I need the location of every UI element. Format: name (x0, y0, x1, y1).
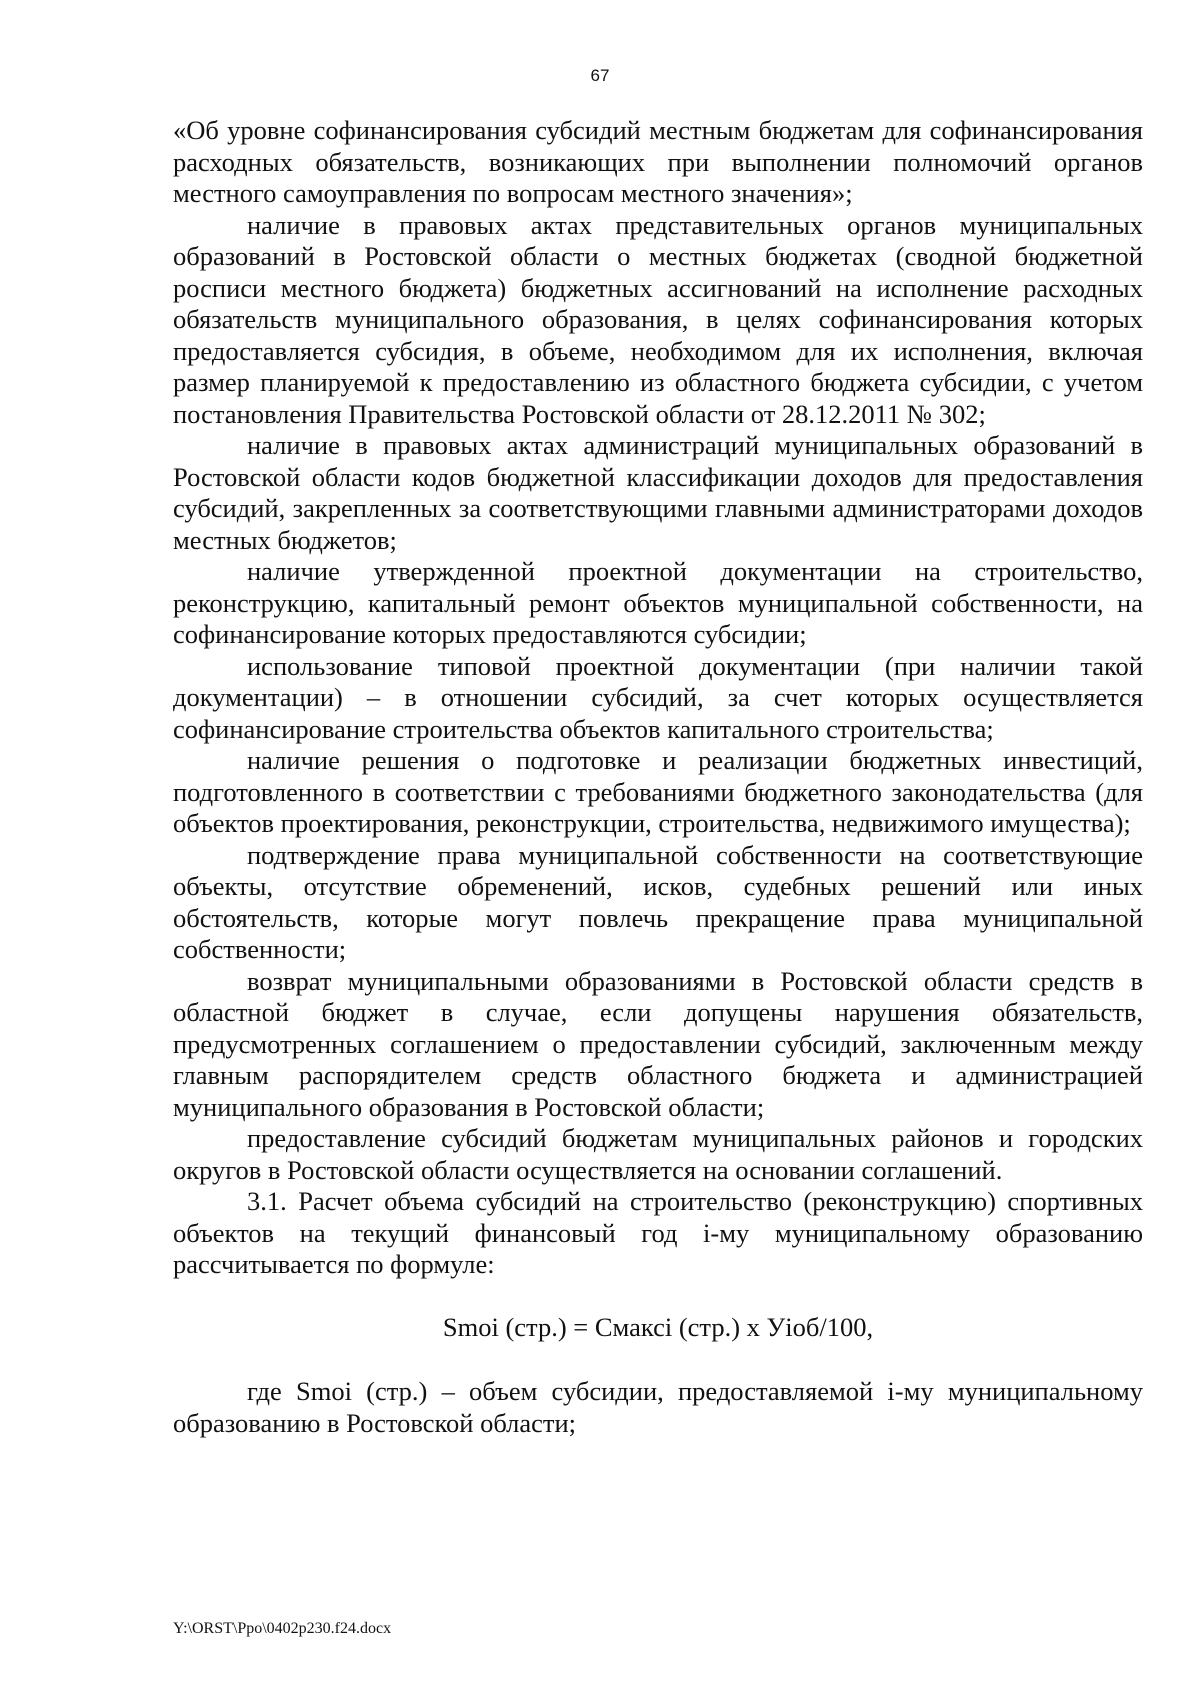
paragraph-formula-definition: где Smoi (стр.) – объем субсидии, предоставляемой i-му муниципальному образованию в Ростовской области; (173, 1376, 1143, 1438)
paragraph-funds-return: возврат муниципальными образованиями в Ростовской области средств в областной бюджет в случае, если допущены нарушения обязательств, предусмотренных соглашением о предоставлении субсидий, заключенным между главным распорядителем средств областного бюджета и администрацией муниципального образования в Ростовской области; (173, 965, 1143, 1122)
paragraph-classification-codes: наличие в правовых актах администраций муниципальных образований в Ростовской области кодов бюджетной классификации доходов для предоставления субсидий, закрепленных за соответствующими главными администраторами доходов местных бюджетов; (173, 430, 1143, 555)
paragraph-ownership-confirmation: подтверждение права муниципальной собственности на соответствующие объекты, отсутствие обременений, исков, судебных решений или иных обстоятельств, которые могут повлечь прекращение права муниципальной собственности; (173, 839, 1143, 964)
paragraph-typical-documentation: использование типовой проектной документации (при наличии такой документации) – в отношении субсидий, за счет которых осуществляется софинансирование строительства объектов капитального строительства; (173, 650, 1143, 744)
paragraph-section-3-1: 3.1. Расчет объема субсидий на строительство (реконструкцию) спортивных объектов на текущий финансовый год i-му муниципальному образованию рассчитывается по формуле: (173, 1186, 1143, 1279)
paragraph-continuation: «Об уровне софинансирования субсидий местным бюджетам для софинансирования расходных обязательств, возникающих при выполнении полномочий органов местного самоуправления по вопросам местного значения»; (173, 115, 1143, 208)
page-number: 67 (590, 66, 610, 85)
document-body (173, 115, 1143, 1439)
formula: Smoi (стр.) = Смаксi (стр.) х Уioб/100, (442, 1311, 874, 1342)
paragraph-agreements: предоставление субсидий бюджетам муниципальных районов и городских округов в Ростовской области осуществляется на основании соглашений. (173, 1123, 1143, 1185)
file-path-footer: Y:\ORST\Ppo\0402p230.f24.docx (173, 1620, 392, 1637)
paragraph-project-documentation: наличие утвержденной проектной документации на строительство, реконструкцию, капитальный ремонт объектов муниципальной собственности, на софинансирование которых предоставляются субсидии; (173, 556, 1143, 649)
paragraph-investment-decision: наличие решения о подготовке и реализации бюджетных инвестиций, подготовленного в соответствии с требованиями бюджетного законодательства (для объектов проектирования, реконструкции, строительства, недвижимого имущества); (173, 745, 1143, 838)
paragraph-legal-acts-representative: наличие в правовых актах представительных органов муниципальных образований в Ростовской области о местных бюджетах (сводной бюджетной росписи местного бюджета) бюджетных ассигнований на исполнение расходных обязательств муниципального образования, в целях софинансирования которых предоставляется субсидия, в объеме, необходимом для их исполнения, включая размер планируемой к предоставлению из областного бюджета субсидии, с учетом постановления Правительства Ростовской области от 28.12.2011 № 302; (173, 209, 1143, 429)
